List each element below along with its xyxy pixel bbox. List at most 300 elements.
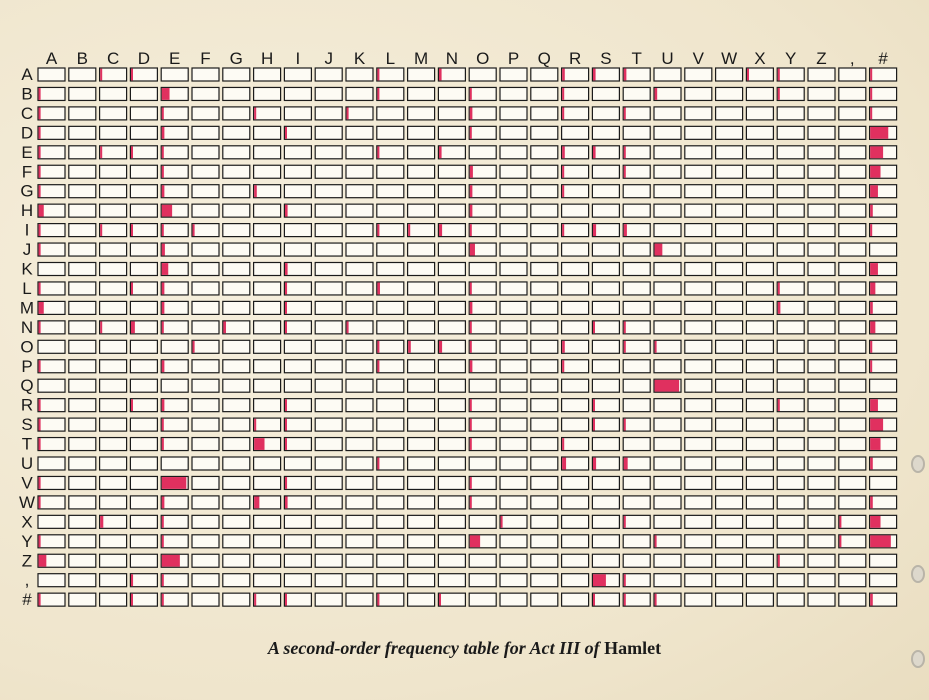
- cell-frame: [562, 360, 589, 373]
- cell-frequency-bar: [870, 146, 883, 158]
- frequency-cell: [192, 438, 219, 451]
- cell-frame: [716, 243, 743, 256]
- frequency-cell: [38, 282, 65, 295]
- cell-frame: [716, 476, 743, 489]
- cell-frame: [377, 399, 404, 412]
- cell-frame: [346, 515, 373, 528]
- frequency-cell: [716, 379, 743, 392]
- frequency-cell: [223, 554, 250, 567]
- cell-frame: [654, 321, 681, 334]
- frequency-cell: [870, 457, 897, 470]
- cell-frequency-bar: [624, 321, 626, 333]
- frequency-cell: [777, 496, 804, 509]
- cell-frame: [808, 496, 835, 509]
- frequency-cell: [254, 185, 281, 198]
- frequency-cell: [192, 399, 219, 412]
- cell-frame: [100, 476, 127, 489]
- cell-frame: [38, 243, 65, 256]
- frequency-cell: [377, 574, 404, 587]
- cell-frame: [839, 360, 866, 373]
- frequency-cell: [716, 107, 743, 120]
- cell-frame: [69, 399, 96, 412]
- cell-frame: [592, 399, 619, 412]
- frequency-cell: [531, 574, 558, 587]
- frequency-cell: [192, 418, 219, 431]
- frequency-cell: [746, 204, 773, 217]
- row-label: J: [22, 240, 32, 260]
- cell-frame: [531, 399, 558, 412]
- cell-frame: [623, 185, 650, 198]
- frequency-cell: [130, 418, 157, 431]
- cell-frame: [746, 204, 773, 217]
- cell-frame: [531, 418, 558, 431]
- frequency-cell: [223, 263, 250, 276]
- cell-frame: [685, 554, 712, 567]
- cell-frame: [192, 204, 219, 217]
- cell-frame: [408, 263, 435, 276]
- cell-frame: [315, 438, 342, 451]
- frequency-cell: [438, 68, 465, 81]
- frequency-cell: [746, 340, 773, 353]
- cell-frame: [377, 515, 404, 528]
- cell-frame: [438, 301, 465, 314]
- frequency-cell: [161, 87, 188, 100]
- cell-frame: [623, 321, 650, 334]
- cell-frame: [161, 399, 188, 412]
- frequency-cell: [377, 301, 404, 314]
- cell-frame: [100, 457, 127, 470]
- row-label: S: [21, 415, 33, 435]
- cell-frequency-bar: [624, 341, 626, 353]
- cell-frequency-bar: [593, 321, 595, 333]
- frequency-cell: [623, 360, 650, 373]
- frequency-cell: [808, 146, 835, 159]
- cell-frequency-bar: [747, 69, 749, 81]
- cell-frame: [685, 263, 712, 276]
- cell-frame: [377, 68, 404, 81]
- cell-frame: [130, 438, 157, 451]
- frequency-cell: [592, 185, 619, 198]
- cell-frame: [777, 126, 804, 139]
- frequency-cell: [346, 360, 373, 373]
- frequency-cell: [685, 554, 712, 567]
- cell-frame: [469, 204, 496, 217]
- row-label: ,: [24, 570, 30, 590]
- frequency-cell: [623, 146, 650, 159]
- frequency-cell: [346, 593, 373, 606]
- frequency-cell: [654, 321, 681, 334]
- frequency-cell: [377, 107, 404, 120]
- cell-frequency-bar: [470, 477, 472, 489]
- cell-frame: [438, 399, 465, 412]
- row-label: Q: [20, 376, 34, 396]
- cell-frame: [531, 515, 558, 528]
- cell-frame: [192, 126, 219, 139]
- cell-frequency-bar: [470, 88, 472, 100]
- cell-frame: [562, 301, 589, 314]
- cell-frame: [500, 379, 527, 392]
- frequency-cell: [130, 107, 157, 120]
- frequency-cell: [408, 87, 435, 100]
- frequency-cell: [408, 126, 435, 139]
- cell-frequency-bar: [162, 166, 164, 178]
- cell-frame: [161, 379, 188, 392]
- row-label: P: [21, 356, 33, 376]
- cell-frame: [685, 535, 712, 548]
- cell-frame: [808, 593, 835, 606]
- frequency-cell: [192, 593, 219, 606]
- cell-frame: [38, 515, 65, 528]
- frequency-cell: [254, 165, 281, 178]
- cell-frame: [130, 379, 157, 392]
- cell-frequency-bar: [470, 205, 473, 217]
- frequency-cell: [808, 593, 835, 606]
- cell-frame: [254, 515, 281, 528]
- frequency-cell: [716, 476, 743, 489]
- frequency-cell: [284, 126, 311, 139]
- frequency-cell: [254, 282, 281, 295]
- cell-frequency-bar: [655, 88, 658, 100]
- cell-frame: [716, 418, 743, 431]
- cell-frame: [500, 321, 527, 334]
- cell-frame: [808, 146, 835, 159]
- cell-frame: [38, 457, 65, 470]
- frequency-cell: [377, 224, 404, 237]
- frequency-cell: [130, 68, 157, 81]
- frequency-cell: [562, 457, 589, 470]
- frequency-cell: [161, 574, 188, 587]
- cell-frame: [38, 593, 65, 606]
- cell-frame: [777, 476, 804, 489]
- cell-frame: [716, 360, 743, 373]
- cell-frame: [777, 321, 804, 334]
- frequency-cell: [592, 360, 619, 373]
- frequency-cell: [284, 399, 311, 412]
- cell-frame: [839, 68, 866, 81]
- frequency-cell: [438, 593, 465, 606]
- frequency-cell: [500, 457, 527, 470]
- row-label: V: [21, 473, 33, 493]
- frequency-cell: [315, 593, 342, 606]
- frequency-cell: [562, 554, 589, 567]
- cell-frame: [654, 457, 681, 470]
- cell-frame: [592, 126, 619, 139]
- cell-frame: [130, 515, 157, 528]
- cell-frame: [69, 146, 96, 159]
- frequency-cell: [808, 438, 835, 451]
- frequency-cell: [623, 438, 650, 451]
- cell-frame: [562, 321, 589, 334]
- frequency-cell: [438, 321, 465, 334]
- frequency-cell: [716, 496, 743, 509]
- frequency-cell: [870, 282, 897, 295]
- frequency-cell: [69, 379, 96, 392]
- cell-frequency-bar: [624, 108, 626, 120]
- frequency-cell: [315, 457, 342, 470]
- cell-frame: [500, 224, 527, 237]
- column-label: G: [229, 49, 243, 68]
- row-label: W: [18, 492, 36, 512]
- cell-frame: [38, 185, 65, 198]
- cell-frequency-bar: [778, 399, 780, 411]
- frequency-cell: [839, 165, 866, 178]
- frequency-cell: [777, 476, 804, 489]
- frequency-cell: [870, 438, 897, 451]
- cell-frame: [746, 68, 773, 81]
- frequency-cell: [531, 107, 558, 120]
- frequency-cell: [531, 554, 558, 567]
- cell-frame: [69, 68, 96, 81]
- cell-frame: [531, 379, 558, 392]
- frequency-cell: [100, 263, 127, 276]
- cell-frame: [438, 457, 465, 470]
- frequency-cell: [315, 340, 342, 353]
- frequency-cell: [130, 399, 157, 412]
- frequency-cell: [777, 263, 804, 276]
- cell-frame: [69, 476, 96, 489]
- cell-frame: [408, 146, 435, 159]
- frequency-cell: [346, 165, 373, 178]
- cell-frame: [100, 340, 127, 353]
- frequency-cell: [716, 574, 743, 587]
- cell-frame: [531, 438, 558, 451]
- cell-frame: [192, 263, 219, 276]
- cell-frame: [38, 340, 65, 353]
- cell-frame: [284, 496, 311, 509]
- cell-frame: [777, 554, 804, 567]
- cell-frequency-bar: [778, 555, 780, 567]
- cell-frame: [38, 535, 65, 548]
- cell-frequency-bar: [100, 146, 102, 158]
- cell-frame: [623, 399, 650, 412]
- cell-frame: [315, 224, 342, 237]
- cell-frame: [254, 476, 281, 489]
- frequency-cell: [38, 165, 65, 178]
- frequency-cell: [315, 146, 342, 159]
- frequency-cell: [716, 263, 743, 276]
- cell-frame: [377, 574, 404, 587]
- frequency-cell: [408, 107, 435, 120]
- cell-frame: [284, 185, 311, 198]
- frequency-cell: [192, 146, 219, 159]
- frequency-cell: [870, 165, 897, 178]
- frequency-cell: [408, 438, 435, 451]
- frequency-cell: [623, 535, 650, 548]
- cell-frame: [808, 204, 835, 217]
- cell-frequency-bar: [470, 185, 473, 197]
- frequency-cell: [685, 243, 712, 256]
- cell-frame: [777, 282, 804, 295]
- cell-frequency-bar: [655, 594, 657, 606]
- frequency-cell: [315, 282, 342, 295]
- frequency-cell: [685, 457, 712, 470]
- frequency-cell: [161, 418, 188, 431]
- cell-frame: [377, 126, 404, 139]
- frequency-cell: [592, 224, 619, 237]
- frequency-cell: [839, 340, 866, 353]
- frequency-cell: [284, 457, 311, 470]
- frequency-cell: [469, 321, 496, 334]
- cell-frequency-bar: [870, 516, 880, 528]
- cell-frame: [284, 282, 311, 295]
- column-label: M: [414, 49, 429, 68]
- frequency-cell: [531, 204, 558, 217]
- frequency-cell: [777, 321, 804, 334]
- cell-frame: [746, 418, 773, 431]
- frequency-cell: [38, 301, 65, 314]
- cell-frame: [377, 438, 404, 451]
- cell-frame: [623, 340, 650, 353]
- cell-frequency-bar: [39, 185, 41, 197]
- frequency-cell: [315, 321, 342, 334]
- cell-frame: [562, 418, 589, 431]
- cell-frame: [716, 535, 743, 548]
- cell-frequency-bar: [593, 419, 595, 431]
- frequency-cell: [69, 496, 96, 509]
- frequency-cell: [284, 107, 311, 120]
- frequency-cell: [346, 301, 373, 314]
- frequency-cell: [746, 165, 773, 178]
- cell-frame: [746, 146, 773, 159]
- cell-frequency-bar: [439, 146, 442, 158]
- cell-frame: [500, 554, 527, 567]
- cell-frame: [654, 554, 681, 567]
- cell-frequency-bar: [439, 341, 442, 353]
- cell-frequency-bar: [162, 594, 164, 606]
- cell-frame: [130, 243, 157, 256]
- frequency-cell: [562, 243, 589, 256]
- frequency-cell: [592, 457, 619, 470]
- cell-frame: [592, 224, 619, 237]
- cell-frame: [469, 301, 496, 314]
- frequency-cell: [130, 535, 157, 548]
- frequency-cell: [100, 321, 127, 334]
- cell-frequency-bar: [870, 497, 873, 509]
- frequency-cell: [69, 282, 96, 295]
- cell-frame: [254, 301, 281, 314]
- cell-frequency-bar: [39, 399, 41, 411]
- frequency-cell: [161, 496, 188, 509]
- cell-frame: [161, 515, 188, 528]
- cell-frame: [161, 340, 188, 353]
- cell-frame: [469, 263, 496, 276]
- cell-frame: [685, 321, 712, 334]
- frequency-cell: [69, 68, 96, 81]
- cell-frame: [685, 165, 712, 178]
- frequency-cell: [469, 379, 496, 392]
- cell-frame: [654, 399, 681, 412]
- column-label: #: [878, 49, 888, 68]
- cell-frame: [623, 87, 650, 100]
- cell-frame: [685, 204, 712, 217]
- frequency-cell: [284, 418, 311, 431]
- frequency-cell: [870, 321, 897, 334]
- frequency-cell: [254, 321, 281, 334]
- frequency-cell: [500, 126, 527, 139]
- column-label: H: [260, 49, 274, 68]
- frequency-cell: [531, 126, 558, 139]
- frequency-cell: [562, 496, 589, 509]
- cell-frequency-bar: [39, 360, 41, 372]
- frequency-cell: [623, 340, 650, 353]
- cell-frame: [438, 593, 465, 606]
- frequency-cell: [161, 379, 188, 392]
- cell-frame: [438, 340, 465, 353]
- cell-frame: [746, 379, 773, 392]
- frequency-cell: [562, 593, 589, 606]
- cell-frame: [315, 204, 342, 217]
- frequency-cell: [685, 146, 712, 159]
- cell-frame: [130, 418, 157, 431]
- frequency-cell: [192, 457, 219, 470]
- cell-frame: [469, 574, 496, 587]
- column-label: K: [353, 49, 366, 68]
- frequency-cell: [284, 496, 311, 509]
- frequency-cell: [654, 68, 681, 81]
- cell-frame: [377, 379, 404, 392]
- cell-frame: [69, 418, 96, 431]
- cell-frame: [839, 204, 866, 217]
- frequency-cell: [531, 224, 558, 237]
- cell-frame: [223, 263, 250, 276]
- frequency-cell: [254, 87, 281, 100]
- cell-frame: [100, 554, 127, 567]
- frequency-cell: [685, 476, 712, 489]
- cell-frame: [562, 535, 589, 548]
- cell-frame: [130, 399, 157, 412]
- frequency-cell: [192, 224, 219, 237]
- frequency-cell: [69, 340, 96, 353]
- cell-frequency-bar: [839, 516, 841, 528]
- cell-frame: [808, 321, 835, 334]
- frequency-cell: [408, 476, 435, 489]
- cell-frame: [69, 515, 96, 528]
- cell-frequency-bar: [100, 516, 103, 528]
- frequency-cell: [223, 574, 250, 587]
- frequency-cell: [592, 476, 619, 489]
- cell-frame: [100, 418, 127, 431]
- binding-ring: [911, 565, 925, 583]
- frequency-cell: [469, 243, 496, 256]
- cell-frame: [777, 146, 804, 159]
- cell-frame: [623, 360, 650, 373]
- cell-frame: [500, 185, 527, 198]
- cell-frequency-bar: [285, 477, 287, 489]
- cell-frame: [469, 282, 496, 295]
- frequency-cell: [223, 593, 250, 606]
- frequency-cell: [777, 457, 804, 470]
- cell-frame: [223, 438, 250, 451]
- cell-frequency-bar: [870, 205, 873, 217]
- cell-frequency-bar: [39, 438, 41, 450]
- frequency-cell: [346, 457, 373, 470]
- cell-frame: [192, 107, 219, 120]
- frequency-cell: [623, 399, 650, 412]
- frequency-cell: [38, 107, 65, 120]
- cell-frame: [223, 301, 250, 314]
- frequency-cell: [870, 574, 897, 587]
- frequency-cell: [469, 535, 496, 548]
- frequency-cell: [685, 224, 712, 237]
- cell-frame: [623, 515, 650, 528]
- frequency-cell: [623, 204, 650, 217]
- frequency-cell: [438, 165, 465, 178]
- frequency-cell: [870, 87, 897, 100]
- frequency-cell: [161, 476, 188, 489]
- frequency-cell: [284, 535, 311, 548]
- cell-frame: [408, 438, 435, 451]
- frequency-cell: [808, 574, 835, 587]
